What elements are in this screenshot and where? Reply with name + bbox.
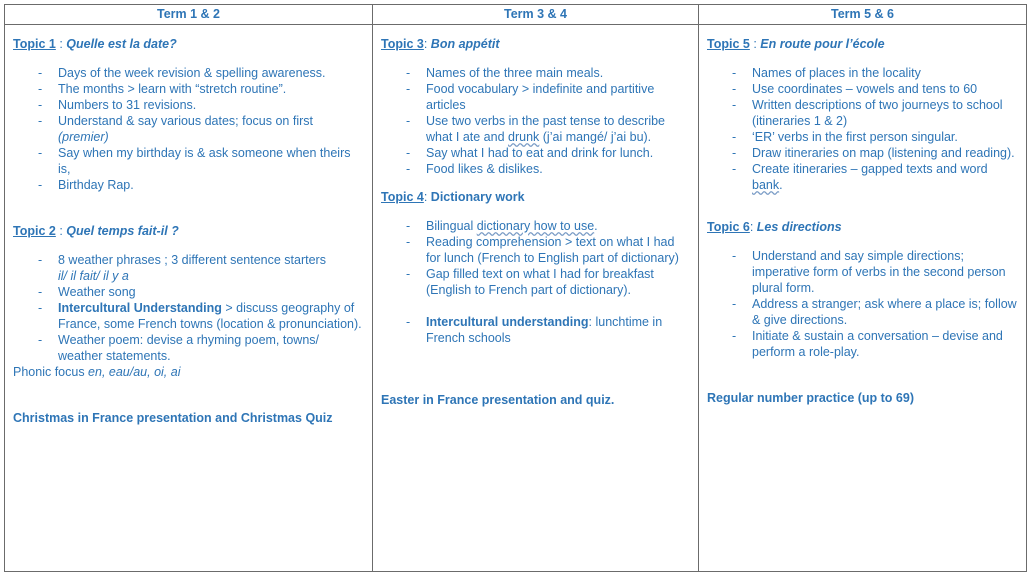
dash: - [732,249,737,263]
cell-term-3-4 [373,25,699,572]
topic-6-heading [707,219,1018,235]
topic-3-sep: : [423,37,431,51]
list-item [38,332,364,364]
topic-6-label: Topic 6 [707,220,750,234]
item-text: Birthday Rap. [58,178,134,192]
dash: - [732,146,737,160]
item-text: : lunchtime in French schools [426,315,663,345]
topic-3-label: Topic 3 [381,37,424,51]
header-term-3-4: Term 3 & 4 [373,5,699,25]
item-text: Written descriptions of two journeys to school (itineraries 1 & 2) [752,98,1003,128]
dash: - [38,82,43,96]
dash: - [38,66,43,80]
topic-5-sep: : [749,37,761,51]
topic-4-title: Dictionary work [430,190,525,204]
dash: - [406,315,411,329]
list-item [732,65,1018,81]
dash: - [38,98,43,112]
topic-4-list [381,218,690,346]
list-item [406,65,690,81]
item-text: Days of the week revision & spelling awareness. [58,66,326,80]
dash: - [406,82,411,96]
topic-6-sep: : [749,220,757,234]
topic-2-sep: : [55,224,67,238]
item-flagged-phrase: dictionary how to use [476,219,595,233]
list-item [732,161,1018,193]
list-item [406,266,690,298]
dash: - [38,146,43,160]
header-term-1-2: Term 1 & 2 [5,5,373,25]
topic-4-sep: : [423,190,431,204]
topic-3-title: Bon appétit [430,37,500,51]
dash: - [732,98,737,112]
list-item [38,300,364,332]
scheme-of-work-table [4,4,1027,572]
list-item [732,81,1018,97]
topic-5-list [707,65,1018,193]
item-text: Initiate & sustain a conversation – devise and perform a role-play. [752,329,1003,359]
topic-5-title: En route pour l’école [760,37,885,51]
dash: - [38,253,43,267]
topic-4-label: Topic 4 [381,190,424,204]
dash: - [38,285,43,299]
list-item [406,314,690,346]
item-text: Understand and say simple directions; imperative form of verbs in the second person plural form. [752,249,1006,295]
item-text: Names of the three main meals. [426,66,604,80]
item-text: The months > learn with “stretch routine”. [58,82,287,96]
item-text: Create itineraries – gapped texts and word [752,162,988,176]
item-text: Gap filled text on what I had for breakfast (English to French part of dictionary). [426,267,654,297]
item-text: . [594,219,598,233]
header-row [5,5,1027,25]
list-item [38,145,364,177]
list-item [406,145,690,161]
topic-2-label: Topic 2 [13,224,56,238]
item-text: > discuss geography of France, some French towns (location & pronunciation). [58,301,362,331]
dash: - [38,114,43,128]
list-item [38,65,364,81]
dash: - [732,329,737,343]
dash: - [406,114,411,128]
dash: - [732,130,737,144]
dash: - [406,235,411,249]
item-text: Use two verbs in the past tense to describe what I ate and [426,114,666,144]
item-text: Use coordinates – vowels and tens to 60 [752,82,978,96]
item-text: Draw itineraries on map (listening and reading). [752,146,1015,160]
list-item [38,177,364,193]
topic-1-label: Topic 1 [13,37,56,51]
term-1-2-footer: Christmas in France presentation and Christmas Quiz [13,411,333,425]
list-item [732,145,1018,161]
list-item [38,252,364,284]
topic-5-label: Topic 5 [707,37,750,51]
header-term-5-6: Term 5 & 6 [699,5,1027,25]
list-item [732,97,1018,129]
dash: - [38,333,43,347]
topic-5-heading [707,36,1018,52]
item-text: Understand & say various dates; focus on first [58,114,313,128]
topic-6-list [707,248,1018,360]
list-item [38,113,364,145]
topic-6-title: Les directions [756,220,842,234]
item-text: Food likes & dislikes. [426,162,543,176]
term-3-4-footer: Easter in France presentation and quiz. [381,393,615,407]
item-text: 8 weather phrases ; 3 different sentence starters [58,253,326,267]
content-row [5,25,1027,572]
list-item [406,113,690,145]
item-text: Weather song [58,285,136,299]
list-item [38,81,364,97]
dash: - [406,146,411,160]
item-text: Say when my birthday is & ask someone when theirs is, [58,146,351,176]
topic-3-list [381,65,690,177]
list-item [732,129,1018,145]
item-text: Numbers to 31 revisions. [58,98,197,112]
dash: - [406,219,411,233]
item-flagged-word: bank [752,178,780,192]
list-item [406,81,690,113]
topic-2-heading [13,223,364,239]
list-item [406,161,690,177]
cell-term-5-6 [699,25,1027,572]
topic-2-title: Quel temps fait-il ? [66,224,179,238]
dash: - [38,178,43,192]
item-bold: Intercultural understanding [426,315,589,329]
list-item [732,328,1018,360]
term-5-6-footer: Regular number practice (up to 69) [707,391,914,405]
item-text: Names of places in the locality [752,66,921,80]
list-item [406,218,690,234]
item-italic: (premier) [58,130,109,144]
item-text: Say what I had to eat and drink for lunch. [426,146,654,160]
cell-term-1-2 [5,25,373,572]
list-item [732,248,1018,296]
topic-4-heading [381,189,690,205]
item-text: Food vocabulary > indefinite and partitive articles [426,82,655,112]
dash: - [406,162,411,176]
item-bold: Intercultural Understanding [58,301,222,315]
dash: - [38,301,43,315]
dash: - [732,82,737,96]
item-italic: il/ il fait/ il y a [58,269,129,283]
phonic-prefix: Phonic focus [13,365,89,379]
phonic-focus [13,364,364,380]
topic-1-list [13,65,364,193]
topic-1-title: Quelle est la date? [66,37,177,51]
item-text: ‘ER’ verbs in the first person singular. [752,130,958,144]
phonic-sounds: en, eau/au, oi, ai [88,365,181,379]
item-text: Address a stranger; ask where a place is; follow & give directions. [752,297,1017,327]
item-text: Weather poem: devise a rhyming poem, towns/ weather statements. [58,333,320,363]
dash: - [406,267,411,281]
list-item [406,234,690,266]
topic-2-list [13,252,364,364]
topic-3-heading [381,36,690,52]
dash: - [732,66,737,80]
dash: - [406,66,411,80]
item-text: . [779,178,783,192]
item-text: Bilingual [426,219,477,233]
list-item [38,284,364,300]
list-item [732,296,1018,328]
dash: - [732,297,737,311]
list-item [38,97,364,113]
item-text: (j’ai mangé/ j’ai bu). [539,130,652,144]
dash: - [732,162,737,176]
topic-1-sep: : [55,37,67,51]
item-text: Reading comprehension > text on what I had for lunch (French to English part of dictionary) [426,235,679,265]
topic-1-heading [13,36,364,52]
item-flagged-word: drunk [508,130,540,144]
